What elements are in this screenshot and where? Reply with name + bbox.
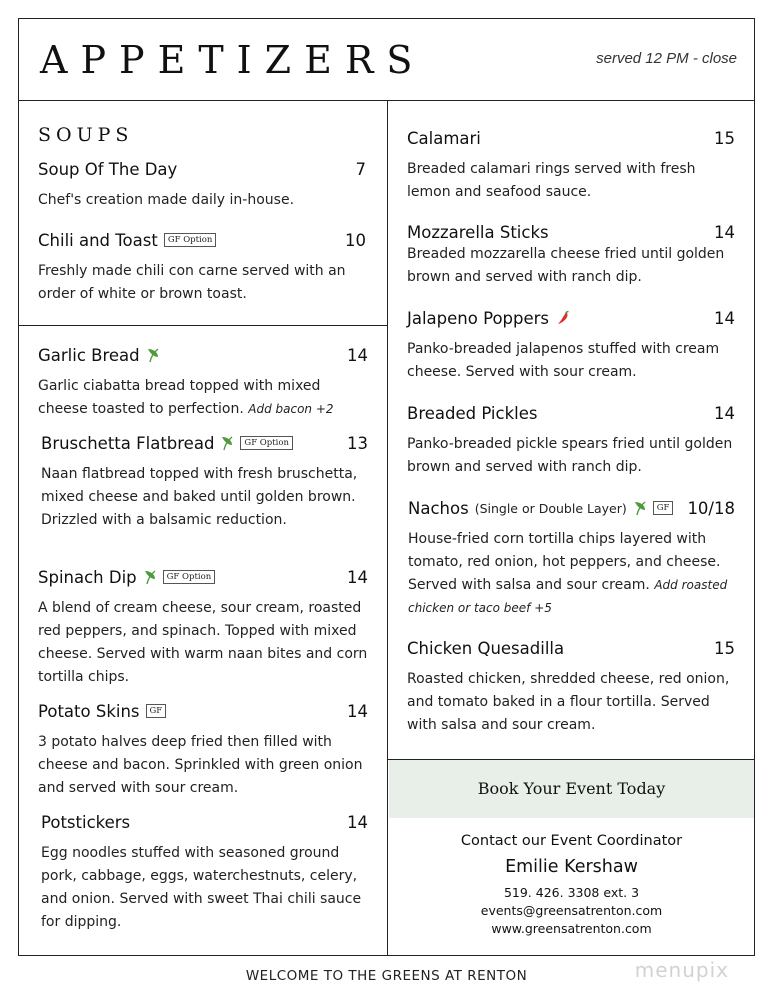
item-name: Chicken Quesadilla: [407, 638, 565, 658]
contact-label: Contact our Event Coordinator: [460, 833, 683, 849]
menu-item-jalapeno-poppers: [407, 307, 735, 384]
item-price: 13: [347, 433, 368, 453]
item-description: Egg noodles stuffed with seasoned ground pork, cabbage, eggs, waterchestnuts, celery, and onion. Served with sweet Thai chili sauce for dipping.: [41, 845, 362, 930]
page-title: APPETIZERS: [40, 38, 426, 82]
contact-website[interactable]: www.greensatrenton.com: [491, 921, 652, 936]
item-name: Spinach Dip: [38, 567, 137, 587]
menu-item-bruschetta-flatbread: [41, 432, 368, 532]
vegetarian-leaf-icon: [633, 500, 647, 516]
menu-item-chicken-quesadilla: [407, 637, 735, 737]
item-name: Nachos: [408, 498, 469, 518]
gf-badge: GF: [653, 501, 674, 515]
item-subtitle: (Single or Double Layer): [474, 500, 627, 516]
item-description: A blend of cream cheese, sour cream, roasted red peppers, and spinach. Topped with mixed cheese. Served with warm naan bites and corn tortilla chips.: [38, 600, 368, 685]
gf-option-badge: GF Option: [240, 436, 293, 450]
item-name: Jalapeno Poppers: [407, 308, 550, 328]
item-description: Breaded calamari rings served with fresh lemon and seafood sauce.: [407, 161, 696, 200]
item-price: 15: [714, 638, 735, 658]
item-price: 14: [347, 567, 368, 587]
item-price: 10: [345, 230, 366, 250]
item-price: 14: [714, 222, 735, 242]
vegetarian-leaf-icon: [146, 347, 160, 363]
item-description: Panko-breaded pickle spears fried until golden brown and served with ranch dip.: [407, 436, 733, 475]
menu-item-mozzarella-sticks: [407, 221, 735, 289]
item-name: Bruschetta Flatbread: [41, 433, 215, 453]
contact-email[interactable]: events@greensatrenton.com: [480, 903, 663, 918]
soups-heading: SOUPS: [38, 124, 134, 146]
item-description: Roasted chicken, shredded cheese, red onion, and tomato baked in a flour tortilla. Served with salsa and sour cream.: [407, 671, 730, 733]
item-price: 7: [355, 159, 366, 179]
menu-item-calamari: [407, 127, 735, 204]
event-title: Book Your Event Today: [477, 779, 666, 798]
item-name: Potstickers: [41, 812, 131, 832]
item-name: Breaded Pickles: [407, 403, 538, 423]
item-description: Breaded mozzarella cheese fried until golden brown and served with ranch dip.: [407, 246, 725, 285]
item-price: 10/18: [687, 498, 735, 518]
gf-badge: GF: [146, 704, 167, 718]
item-description: Chef's creation made daily in-house.: [38, 192, 295, 208]
item-description: Panko-breaded jalapenos stuffed with cream cheese. Served with sour cream.: [407, 341, 720, 380]
soups-divider: [18, 325, 388, 326]
column-divider: [387, 100, 388, 956]
footer-welcome: WELCOME TO THE GREENS AT RENTON: [245, 968, 528, 984]
item-description: Garlic ciabatta bread topped with mixed cheese toasted to perfection.: [38, 378, 321, 417]
item-name: Potato Skins: [38, 701, 140, 721]
menu-item-nachos: [408, 497, 735, 620]
spicy-pepper-icon: [555, 310, 571, 326]
served-hours: served 12 PM - close: [596, 50, 737, 67]
menu-item-spinach-dip: [38, 566, 368, 689]
menu-item-soup-of-the-day: [38, 158, 366, 212]
vegetarian-leaf-icon: [143, 569, 157, 585]
item-price: 14: [714, 308, 735, 328]
menu-item-potstickers: [41, 811, 368, 934]
contact-phone: 519. 426. 3308 ext. 3: [503, 885, 640, 900]
vegetarian-leaf-icon: [220, 435, 234, 451]
item-name: Calamari: [407, 128, 481, 148]
item-description: 3 potato halves deep fried then filled with cheese and bacon. Sprinkled with green onion and served with sour cream.: [38, 734, 363, 796]
item-name: Soup Of The Day: [38, 159, 178, 179]
gf-option-badge: GF Option: [163, 570, 216, 584]
item-description: Freshly made chili con carne served with an order of white or brown toast.: [38, 263, 346, 302]
item-addon-note: Add roasted chicken or taco beef +5: [408, 578, 728, 615]
item-name: Mozzarella Sticks: [407, 222, 549, 242]
menu-item-breaded-pickles: [407, 402, 735, 479]
menu-item-chili-and-toast: [38, 229, 366, 306]
item-price: 14: [347, 701, 368, 721]
menu-item-potato-skins: [38, 700, 368, 800]
item-price: 15: [714, 128, 735, 148]
coordinator-name: Emilie Kershaw: [505, 857, 638, 877]
item-addon-note: Add bacon +2: [248, 402, 334, 416]
item-price: 14: [347, 345, 368, 365]
item-price: 14: [714, 403, 735, 423]
menupix-watermark: menupix: [634, 958, 729, 982]
item-price: 14: [347, 812, 368, 832]
item-name: Chili and Toast: [38, 230, 158, 250]
gf-option-badge: GF Option: [164, 233, 217, 247]
item-description: Naan flatbread topped with fresh bruschetta, mixed cheese and baked until golden brown. Drizzled with a balsamic reduction.: [41, 466, 358, 528]
item-name: Garlic Bread: [38, 345, 140, 365]
item-description: House-fried corn tortilla chips layered with tomato, red onion, hot peppers, and cheese. Served with salsa and sour cream.: [408, 531, 721, 593]
menu-item-garlic-bread: [38, 344, 368, 421]
